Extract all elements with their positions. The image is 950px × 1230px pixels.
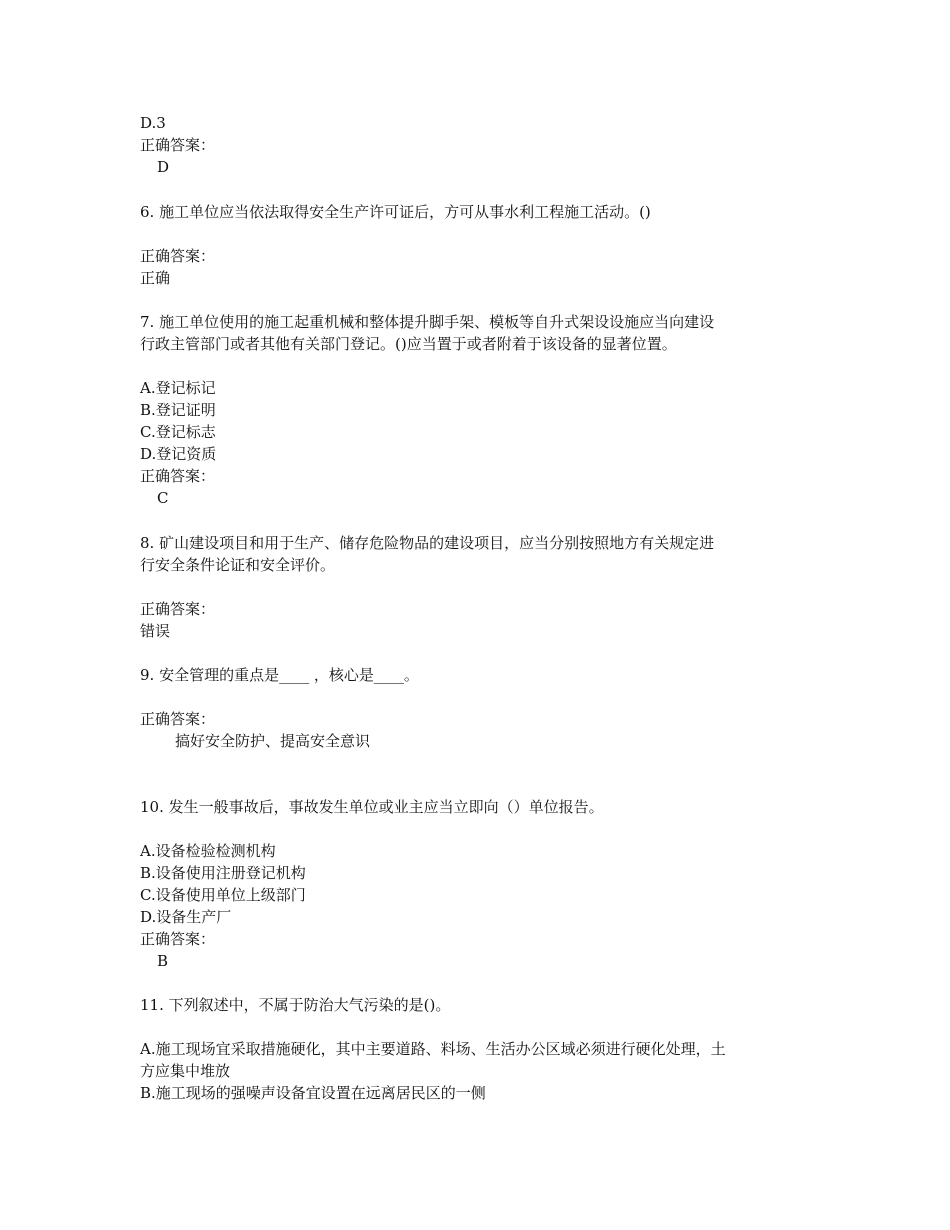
answer-label: 正确答案： [140,930,216,948]
option-c: C.设备使用单位上级部门 [140,886,306,904]
answer-value: 错误 [140,622,171,640]
answer-label: 正确答案： [140,136,216,154]
option-d: D.设备生产厂 [140,908,232,926]
question-8-text: 8. 矿山建设项目和用于生产、储存危险物品的建设项目，应当分别按照地方有关规定进 [140,534,715,552]
option-b: B.施工现场的强噪声设备宜设置在远离居民区的一侧 [140,1084,486,1102]
option-a-cont: 方应集中堆放 [140,1062,231,1080]
option-b: B.登记证明 [140,401,216,419]
answer-value: 正确 [140,269,171,287]
option-b: B.设备使用注册登记机构 [140,864,306,882]
question-7-text: 7. 施工单位使用的施工起重机械和整体提升脚手架、模板等自升式架设设施应当向建设 [140,313,715,331]
answer-value: B [157,952,169,970]
question-10-text: 10. 发生一般事故后，事故发生单位或业主应当立即向（）单位报告。 [140,798,604,816]
answer-value: C [157,489,169,507]
option-a: A.施工现场宜采取措施硬化，其中主要道路、料场、生活办公区域必须进行硬化处理，土 [140,1040,726,1058]
question-9-text: 9. 安全管理的重点是____ ，核心是____。 [140,666,419,684]
option-c: C.登记标志 [140,423,216,441]
question-8-text-cont: 行安全条件论证和安全评价。 [140,556,336,574]
option-a: A.登记标记 [140,379,216,397]
option-a: A.设备检验检测机构 [140,842,276,860]
option-d: D.3 [140,114,166,132]
answer-label: 正确答案： [140,247,216,265]
answer-value: 搞好安全防护、提高安全意识 [175,732,371,750]
answer-label: 正确答案： [140,600,216,618]
question-6-text: 6. 施工单位应当依法取得安全生产许可证后，方可从事水利工程施工活动。() [140,203,651,221]
question-7-text-cont: 行政主管部门或者其他有关部门登记。()应当置于或者附着于该设备的显著位置。 [140,335,677,353]
answer-label: 正确答案： [140,467,216,485]
answer-label: 正确答案： [140,710,216,728]
question-11-text: 11. 下列叙述中，不属于防治大气污染的是()。 [140,996,451,1014]
option-d: D.登记资质 [140,445,217,463]
answer-value: D [157,158,170,176]
